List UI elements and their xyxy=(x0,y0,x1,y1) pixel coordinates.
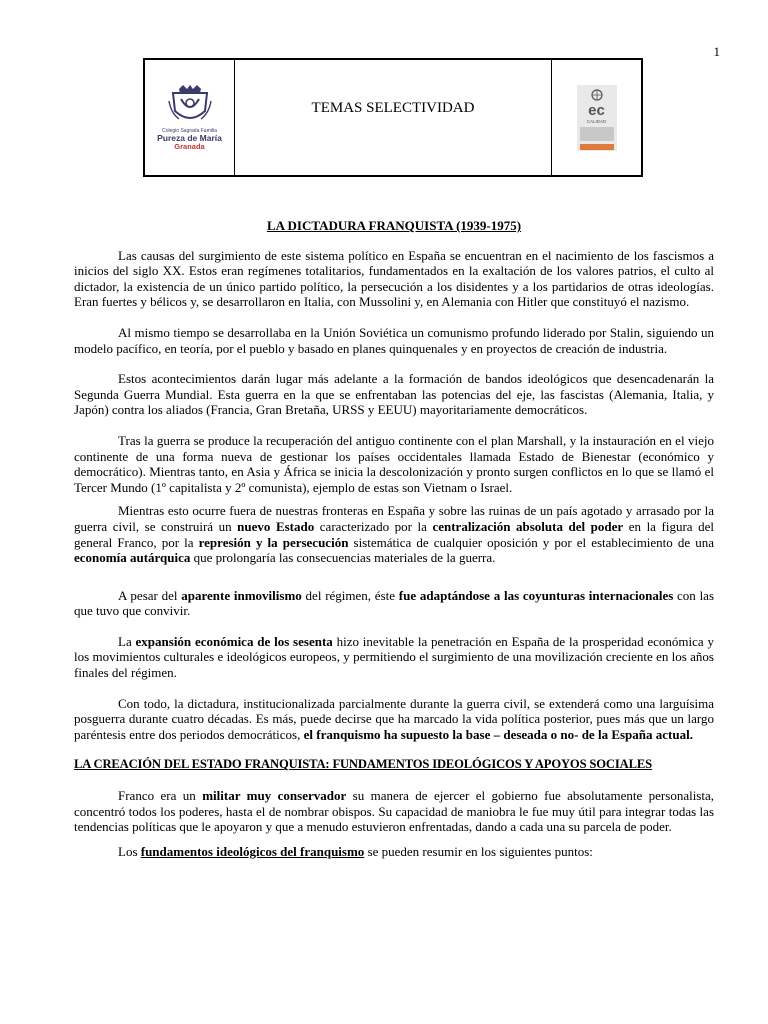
school-line2: Pureza de María xyxy=(157,133,222,143)
paragraph-9: Franco era un militar muy conservador su manera de ejercer el gobierno fue absolutamente personalista, concentró todos los poderes, hasta el de nombrar obispos. Su capacidad de maniobra le fue muy útil para integrar todas las tendencias políticas que le apoyaron y que a menudo estuvieron enfrentadas, dando a cada una su parcela de poder. xyxy=(74,788,715,835)
paragraph-7: La expansión económica de los sesenta hizo inevitable la penetración en España de la prosperidad económica y los movimientos culturales e ideológicos europeos, y permitiendo el surgimiento de una movilización creciente en los años finales del régimen. xyxy=(74,633,714,681)
cert-box xyxy=(580,127,614,141)
header-title: TEMAS SELECTIVIDAD xyxy=(311,100,475,116)
header-table xyxy=(143,58,643,177)
school-logo-cell xyxy=(145,60,235,175)
paragraph-4: Tras la guerra se produce la recuperación del antiguo continente con el plan Marshall, y la instauración en el viejo continente de una forma nueva de gestionar los países occidentales llamada Estado de Bienestar (económico y democrático). Mientras tanto, en Asia y África se inicia la descolonización y pronto surgen conflictos en lo que se llamó el Tercer Mundo (1º capitalista y 2º comunista), ejemplo de estas son Vietnam o Israel. xyxy=(74,432,714,495)
cert-sub: CALIDAD xyxy=(586,118,607,124)
paragraph-2: Al mismo tiempo se desarrollaba en la Unión Soviética un comunismo profundo liderado por Stalin, siguiendo un modelo pacífico, en teoría, por el pueblo y basado en planes quinquenales y en proyectos de creación de industria. xyxy=(74,324,714,356)
quality-certification-logo xyxy=(577,85,617,151)
header-title-cell xyxy=(235,60,551,175)
certification-cell xyxy=(551,60,641,175)
paragraph-5: Mientras esto ocurre fuera de nuestras fronteras en España y sobre las ruinas de un país agotado y arrasado por la guerra civil, se construirá un nuevo Estado caracterizado por la centralización absoluta del poder en la figura del general Franco, por la represión y la persecución sistemática de cualquier oposición y por el establecimiento de una economía autárquica que prolongaría las consecuencias materiales de la guerra. xyxy=(74,503,714,566)
school-line1: Colegio Sagrada Familia xyxy=(162,128,217,134)
document-body xyxy=(74,218,714,874)
document-title: LA DICTADURA FRANQUISTA (1939-1975) xyxy=(266,218,522,233)
school-crest-icon xyxy=(167,85,213,127)
cert-label: ec xyxy=(588,101,605,119)
paragraph-6: A pesar del aparente inmovilismo del régimen, éste fue adaptándose a las coyunturas internacionales con las que tuvo que convivir. xyxy=(74,587,715,619)
page-number: 1 xyxy=(713,44,720,59)
paragraph-8: Con todo, la dictadura, institucionalizada parcialmente durante la guerra civil, se extenderá como una larguísima posguerra durante cuatro décadas. Es más, puede decirse que ha marcado la vida política posterior, pues más que un largo paréntesis entre dos periodos democráticos, el franquismo ha supuesto la base – deseada o no- de la España actual. xyxy=(74,695,714,742)
school-line3: Granada xyxy=(174,141,205,151)
paragraph-3: Estos acontecimientos darán lugar más adelante a la formación de bandos ideológicos que desencadenarán la Segunda Guerra Mundial. Esta guerra en la que se enfrentaban las potencias del eje, las fascistas (Alemania, Italia, y Japón) contra los aliados (Francia, Gran Bretaña, URSS y EEUU) mayoritariamente democráticos. xyxy=(74,371,714,418)
paragraph-10: Los fundamentos ideológicos del franquismo se pueden resumir en los siguientes puntos: xyxy=(118,843,593,859)
globe-icon xyxy=(591,89,603,101)
paragraph-1: Las causas del surgimiento de este sistema político en España se encuentran en el nacimiento de los fascismos a inicios del siglo XX. Estos eran regímenes totalitarios, fundamentados en la exaltación de los valores patrios, el culto al dictador, la existencia de un único partido político, la persecución a los disidentes y a los partidarios de otras ideologías. Eran fuertes y bélicos y, se desarrollaron en Italia, con Mussolini y, en Alemania con Hitler que constituyó el nazismo. xyxy=(74,247,714,310)
cert-bar xyxy=(580,144,614,150)
section-title: LA CREACIÓN DEL ESTADO FRANQUISTA: FUNDAMENTOS IDEOLÓGICOS Y APOYOS SOCIALES xyxy=(74,757,652,772)
